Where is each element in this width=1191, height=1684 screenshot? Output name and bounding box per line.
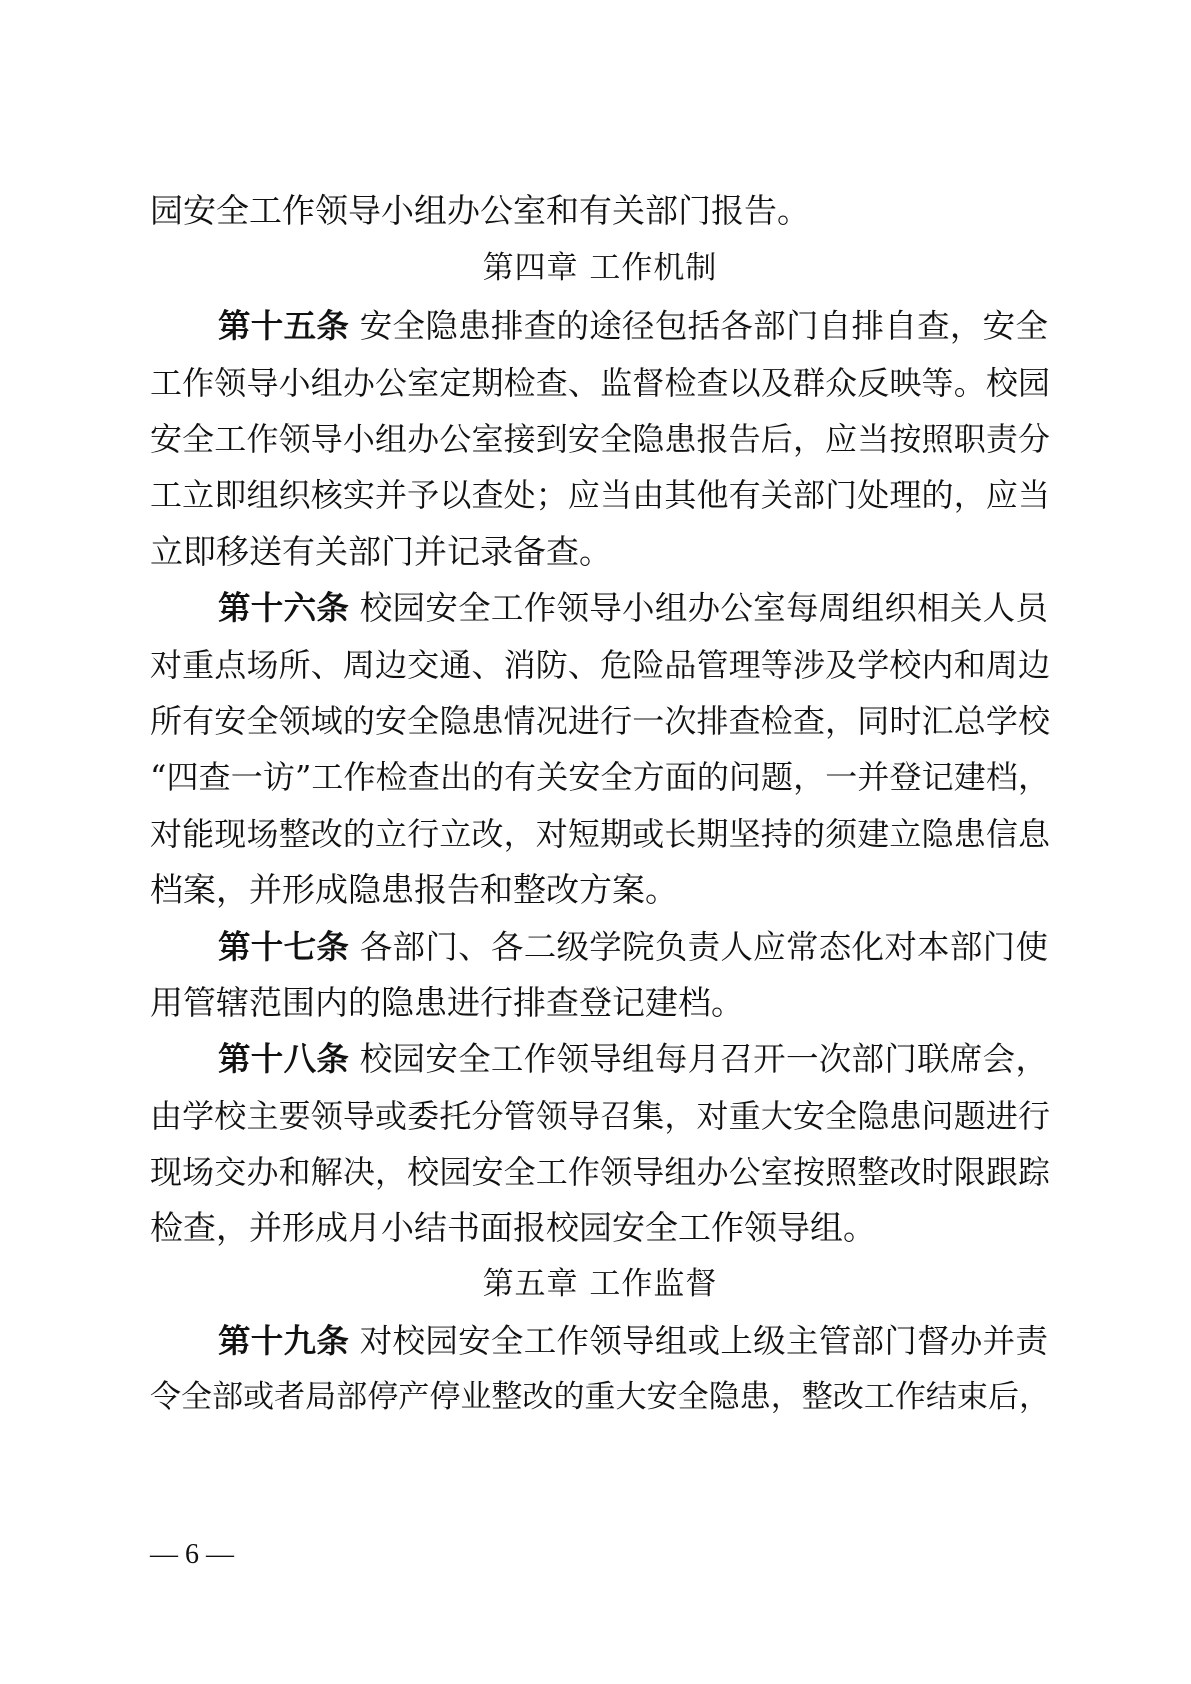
article-19-label: 第十九条 <box>218 1322 350 1360</box>
article-16-line-3: 所有安全领域的安全隐患情况进行一次排查检查，同时汇总学校 <box>150 702 1050 740</box>
article-15-label: 第十五条 <box>218 307 350 345</box>
article-16-line-5: 对能现场整改的立行立改，对短期或长期坚持的须建立隐患信息 <box>150 815 1050 853</box>
paragraph-continuation-line: 园安全工作领导小组办公室和有关部门报告。 <box>150 191 810 230</box>
article-19-line-1: 第十九条 对校园安全工作领导组或上级主管部门督办并责 <box>218 1322 1048 1360</box>
article-16-line-2: 对重点场所、周边交通、消防、危险品管理等涉及学校内和周边 <box>150 646 1050 684</box>
article-18-line-1: 第十八条 校园安全工作领导组每月召开一次部门联席会， <box>218 1040 1048 1078</box>
article-17-label: 第十七条 <box>218 928 350 966</box>
article-15-line-2: 工作领导小组办公室定期检查、监督检查以及群众反映等。校园 <box>150 364 1050 402</box>
article-15-line-5: 立即移送有关部门并记录备查。 <box>150 532 612 571</box>
article-17-line-1: 第十七条 各部门、各二级学院负责人应常态化对本部门使 <box>218 928 1048 966</box>
article-16-label: 第十六条 <box>218 589 350 627</box>
article-15-line-4: 工立即组织核实并予以查处；应当由其他有关部门处理的，应当 <box>150 476 1050 514</box>
article-19-line-2: 令全部或者局部停产停业整改的重大安全隐患，整改工作结束后， <box>150 1379 1050 1415</box>
article-16-line-4: “四查一访”工作检查出的有关安全方面的问题，一并登记建档， <box>150 758 1050 796</box>
article-15-line-3: 安全工作领导小组办公室接到安全隐患报告后，应当按照职责分 <box>150 420 1050 458</box>
article-18-line-4: 检查，并形成月小结书面报校园安全工作领导组。 <box>150 1208 876 1247</box>
article-17-line-2: 用管辖范围内的隐患进行排查登记建档。 <box>150 983 744 1022</box>
chapter-five-heading: 第五章 工作监督 <box>482 1266 718 1302</box>
article-18-line-2: 由学校主要领导或委托分管领导召集，对重大安全隐患问题进行 <box>150 1097 1050 1135</box>
article-18-line-3: 现场交办和解决，校园安全工作领导组办公室按照整改时限跟踪 <box>150 1153 1050 1191</box>
chapter-four-heading: 第四章 工作机制 <box>482 250 718 286</box>
article-16-line-1: 第十六条 校园安全工作领导小组办公室每周组织相关人员 <box>218 589 1048 627</box>
article-16-line-6: 档案，并形成隐患报告和整改方案。 <box>150 870 678 909</box>
page-number: — 6 — <box>150 1539 234 1570</box>
article-15-line-1: 第十五条 安全隐患排查的途径包括各部门自排自查，安全 <box>218 307 1048 345</box>
article-18-label: 第十八条 <box>218 1040 350 1078</box>
